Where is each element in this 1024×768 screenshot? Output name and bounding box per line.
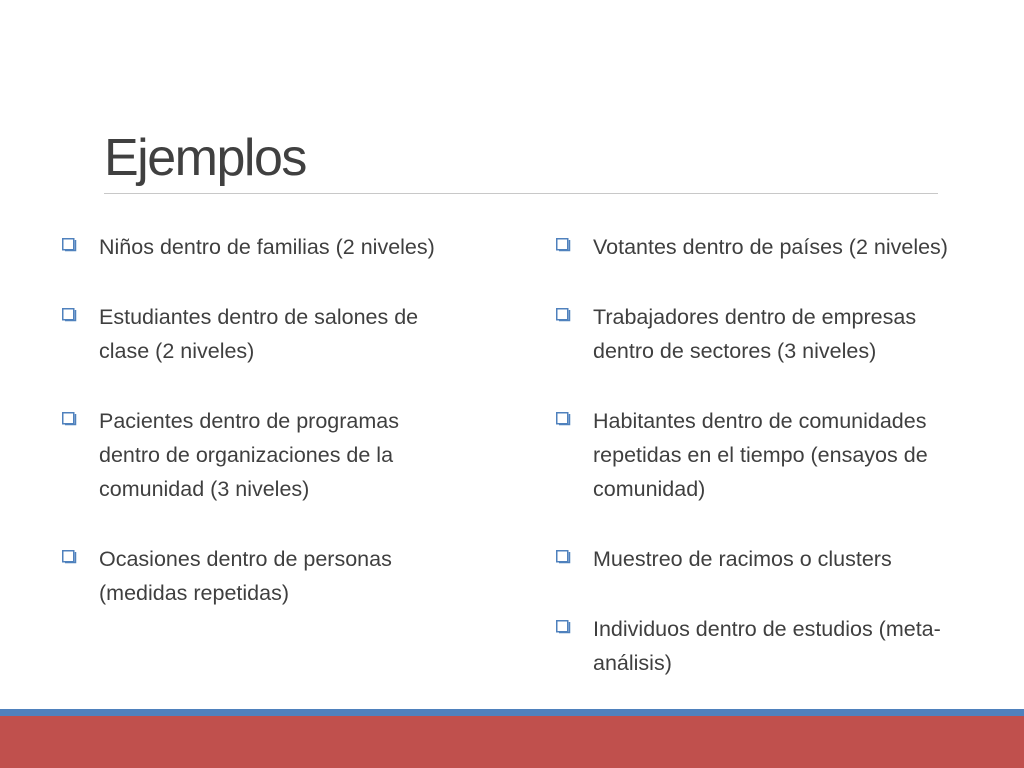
bullet-text: Ocasiones dentro de personas (medidas repetidas) — [99, 547, 392, 605]
bullet-text: Votantes dentro de países (2 niveles) — [593, 235, 948, 259]
right-bullet-list — [556, 230, 974, 716]
bullet-item — [62, 230, 462, 264]
slide-title: Ejemplos — [104, 129, 306, 187]
checkbox-square-icon — [556, 308, 571, 323]
left-bullet-list — [62, 230, 462, 646]
bullet-item — [62, 542, 462, 610]
checkbox-square-icon — [62, 308, 77, 323]
bullet-item — [62, 300, 462, 368]
bullet-item — [556, 612, 974, 680]
title-divider — [104, 193, 938, 194]
bullet-text: Estudiantes dentro de salones de clase (2 niveles) — [99, 305, 419, 363]
checkbox-square-icon — [556, 550, 571, 565]
bullet-item — [556, 230, 974, 264]
footer-red-band — [0, 716, 1024, 768]
bullet-item — [556, 404, 974, 506]
bullet-item — [556, 542, 974, 576]
checkbox-square-icon — [62, 550, 77, 565]
checkbox-square-icon — [62, 412, 77, 427]
bullet-text: Trabajadores dentro de empresas dentro de sectores (3 niveles) — [593, 305, 917, 363]
bullet-text: Niños dentro de familias (2 niveles) — [99, 235, 435, 259]
checkbox-square-icon — [556, 620, 571, 635]
bullet-item — [62, 404, 462, 506]
bullet-text: Muestreo de racimos o clusters — [593, 547, 892, 571]
bullet-text: Individuos dentro de estudios (meta-análisis) — [593, 617, 941, 675]
checkbox-square-icon — [62, 238, 77, 253]
bullet-text: Pacientes dentro de programas dentro de organizaciones de la comunidad (3 niveles) — [99, 409, 399, 501]
footer-blue-stripe — [0, 709, 1024, 716]
checkbox-square-icon — [556, 238, 571, 253]
bullet-text: Habitantes dentro de comunidades repetidas en el tiempo (ensayos de comunidad) — [593, 409, 928, 501]
checkbox-square-icon — [556, 412, 571, 427]
bullet-item — [556, 300, 974, 368]
